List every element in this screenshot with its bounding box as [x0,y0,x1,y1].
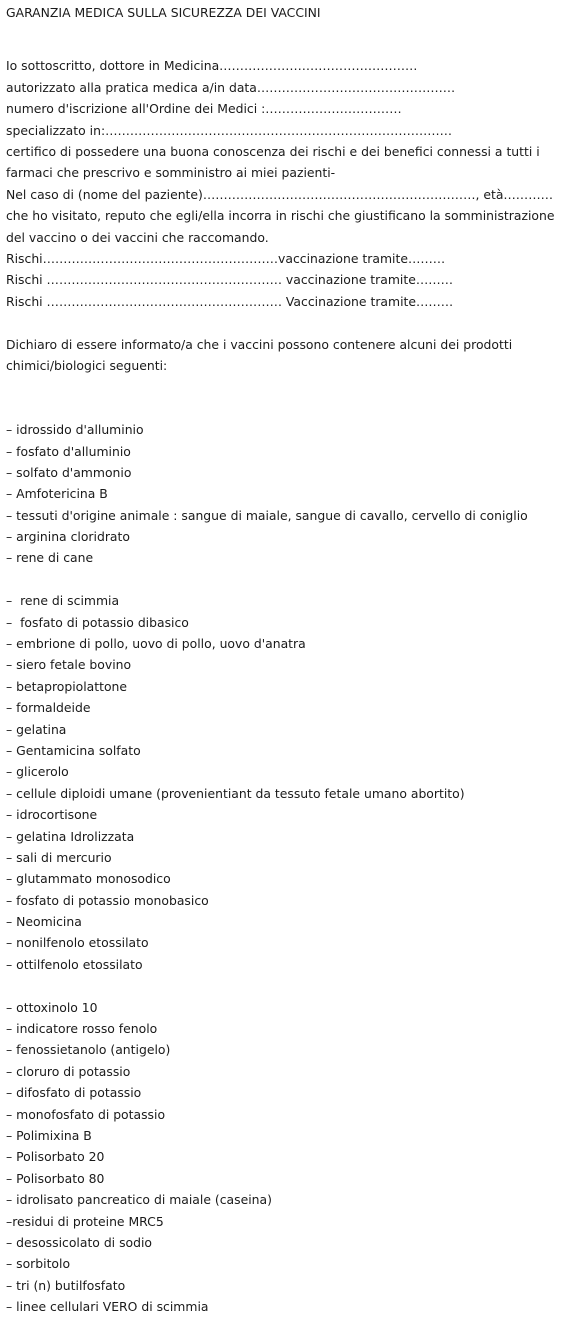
document-title: GARANZIA MEDICA SULLA SICUREZZA DEI VACCINI [6,5,321,20]
list-item: – ottoxinolo 10 [6,999,98,1015]
list-item: – indicatore rosso fenolo [6,1021,158,1037]
form-line-specialization: specializzato in:………………………………………………………………………… [6,122,453,138]
form-line-visited: che ho visitato, reputo che egli/ella incorra in rischi che giustificano la somministrazione [6,208,555,224]
list-item: –residui di proteine MRC5 [6,1213,164,1229]
list-item: – solfato d'ammonio [6,464,132,480]
list-item: – embrione di pollo, uovo di pollo, uovo d'anatra [6,636,306,652]
list-item: – glutammato monosodico [6,871,171,887]
list-item: – Amfotericina B [6,486,108,502]
spacer [6,398,576,419]
form-line-certify-cont: farmaci che prescrivo e somministro ai miei pazienti- [6,165,336,181]
form-section [6,55,576,312]
list-item: – formaldeide [6,700,91,716]
list-item: – fosfato di potassio monobasico [6,892,209,908]
list-item: – gelatina [6,721,67,737]
list-item: – fosfato d'alluminio [6,443,131,459]
list-item: – siero fetale bovino [6,657,132,673]
list-item: – sali di mercurio [6,849,112,865]
ingredients-list-1 [6,419,576,569]
list-item: – fosfato di potassio dibasico [6,614,189,630]
form-line-risk-3: Rischi ………………………………………………… Vaccinazione tramite……… [6,293,454,309]
list-item: – tri (n) butilfosfato [6,1277,126,1293]
declaration-section [6,334,576,377]
list-item: – Gentamicina solfato [6,742,141,758]
list-item: – sorbitolo [6,1256,71,1272]
declaration-line: chimici/biologici seguenti: [6,357,168,373]
form-line-vaccine: del vaccino o dei vaccini che raccomando. [6,229,269,245]
list-item: – Polisorbato 80 [6,1170,105,1186]
spacer [6,312,576,333]
ingredients-list-3 [6,997,576,1318]
form-line-risk-2: Rischi ………………………………………………… vaccinazione tramite……… [6,272,454,288]
spacer [6,975,576,996]
list-item: – nonilfenolo etossilato [6,935,149,951]
ingredients-list-2 [6,590,576,975]
form-line-certify: certifico di possedere una buona conoscenza dei rischi e dei benefici connessi a tutti i [6,144,540,160]
list-item: – arginina cloridrato [6,529,130,545]
spacer [6,45,576,56]
list-item: – idrossido d'alluminio [6,422,144,438]
list-item: – rene di scimmia [6,593,120,609]
list-item: – cellule diploidi umane (provenientiant da tessuto fetale umano abortito) [6,785,465,801]
list-item: – difosfato di potassio [6,1085,142,1101]
spacer [6,376,576,397]
list-item: – monofosfato di potassio [6,1106,166,1122]
list-item: – fenossietanolo (antigelo) [6,1042,171,1058]
list-item: – glicerolo [6,764,69,780]
form-line-risk-1: Rischi…………………………………………………vaccinazione tramite……… [6,250,446,266]
declaration-line: Dichiaro di essere informato/a che i vaccini possono contenere alcuni dei prodotti [6,336,513,352]
list-item: – linee cellulari VERO di scimmia [6,1299,209,1315]
form-line-patient: Nel caso di (nome del paziente)…………………………………………………………, età………… [6,186,553,202]
spacer [6,23,576,44]
list-item: – betapropiolattone [6,678,128,694]
list-item: – rene di cane [6,550,94,566]
list-item: – Polisorbato 20 [6,1149,105,1165]
list-item: – gelatina Idrolizzata [6,828,135,844]
list-item: – cloruro di potassio [6,1063,131,1079]
list-item: – Neomicina [6,914,82,930]
list-item: – idrolisato pancreatico di maiale (caseina) [6,1192,272,1208]
form-line-doctor: Io sottoscritto, dottore in Medicina………………………………………… [6,58,418,74]
form-line-authorization: autorizzato alla pratica medica a/in data………………………………………… [6,79,456,95]
list-item: – tessuti d'origine animale : sangue di maiale, sangue di cavallo, cervello di coniglio [6,507,528,523]
list-item: – Polimixina B [6,1128,92,1143]
document [6,0,576,1318]
list-item: – desossicolato di sodio [6,1234,152,1250]
form-line-registration: numero d'iscrizione all'Ordine dei Medici :…………………………… [6,101,402,117]
list-item: – idrocortisone [6,807,98,823]
list-item: – ottilfenolo etossilato [6,956,143,972]
spacer [6,569,576,590]
